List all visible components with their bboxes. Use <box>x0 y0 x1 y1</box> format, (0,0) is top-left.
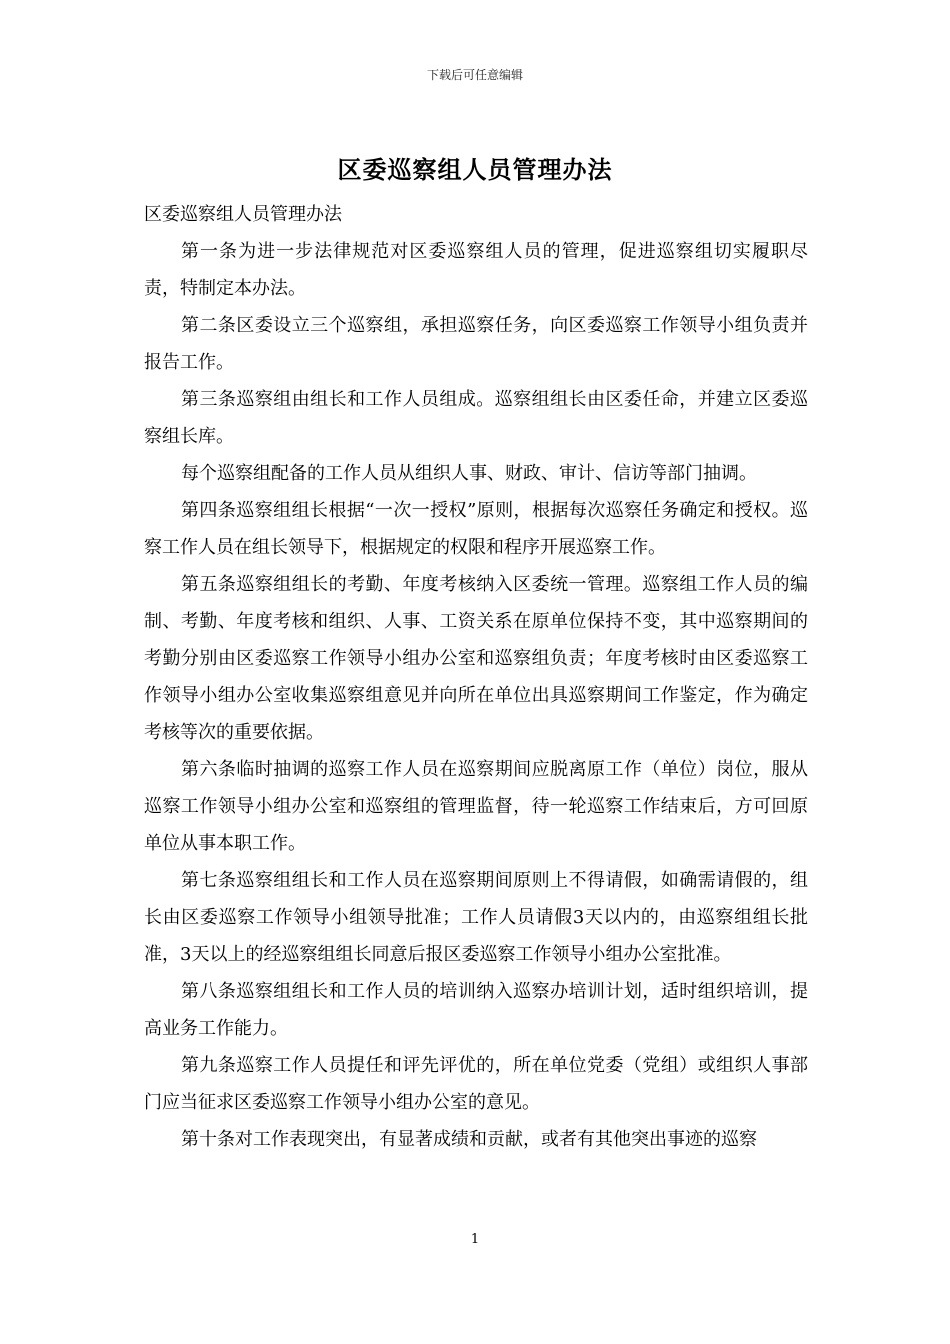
header-note: 下载后可任意编辑 <box>426 68 523 82</box>
paragraph-article-3: 第三条巡察组由组长和工作人员组成。巡察组组长由区委任命，并建立区委巡察组长库。 <box>144 389 808 447</box>
document-title: 区委巡察组人员管理办法 <box>337 155 613 184</box>
paragraph-staffing: 每个巡察组配备的工作人员从组织人事、财政、审计、信访等部门抽调。 <box>181 463 757 484</box>
page-number: 1 <box>470 1232 480 1247</box>
paragraph-article-10: 第十条对工作表现突出，有显著成绩和贡献，或者有其他突出事迹的巡察 <box>181 1129 757 1150</box>
document-subtitle: 区委巡察组人员管理办法 <box>144 204 342 225</box>
document-body <box>144 196 808 1158</box>
paragraph-article-9: 第九条巡察工作人员提任和评先评优的，所在单位党委（党组）或组织人事部门应当征求区委巡察工作领导小组办公室的意见。 <box>144 1055 808 1113</box>
paragraph-article-2: 第二条区委设立三个巡察组，承担巡察任务，向区委巡察工作领导小组负责并报告工作。 <box>144 315 808 373</box>
paragraph-article-4: 第四条巡察组组长根据“一次一授权”原则，根据每次巡察任务确定和授权。巡察工作人员在组长领导下，根据规定的权限和程序开展巡察工作。 <box>144 500 808 558</box>
paragraph-article-6: 第六条临时抽调的巡察工作人员在巡察期间应脱离原工作（单位）岗位，服从巡察工作领导小组办公室和巡察组的管理监督，待一轮巡察工作结束后，方可回原单位从事本职工作。 <box>144 759 808 854</box>
paragraph-article-5: 第五条巡察组组长的考勤、年度考核纳入区委统一管理。巡察组工作人员的编制、考勤、年度考核和组织、人事、工资关系在原单位保持不变，其中巡察期间的考勤分别由区委巡察工作领导小组办公室和巡察组负责；年度考核时由区委巡察工作领导小组办公室收集巡察组意见并向所在单位出具巡察期间工作鉴定，作为确定考核等次的重要依据。 <box>144 574 808 743</box>
paragraph-article-8: 第八条巡察组组长和工作人员的培训纳入巡察办培训计划，适时组织培训，提高业务工作能力。 <box>144 981 808 1039</box>
paragraph-article-7: 第七条巡察组组长和工作人员在巡察期间原则上不得请假，如确需请假的，组长由区委巡察工作领导小组领导批准；工作人员请假3天以内的，由巡察组组长批准，3天以上的经巡察组组长同意后报区委巡察工作领导小组办公室批准。 <box>144 870 808 965</box>
paragraph-article-1: 第一条为进一步法律规范对区委巡察组人员的管理，促进巡察组切实履职尽责，特制定本办法。 <box>144 241 808 299</box>
